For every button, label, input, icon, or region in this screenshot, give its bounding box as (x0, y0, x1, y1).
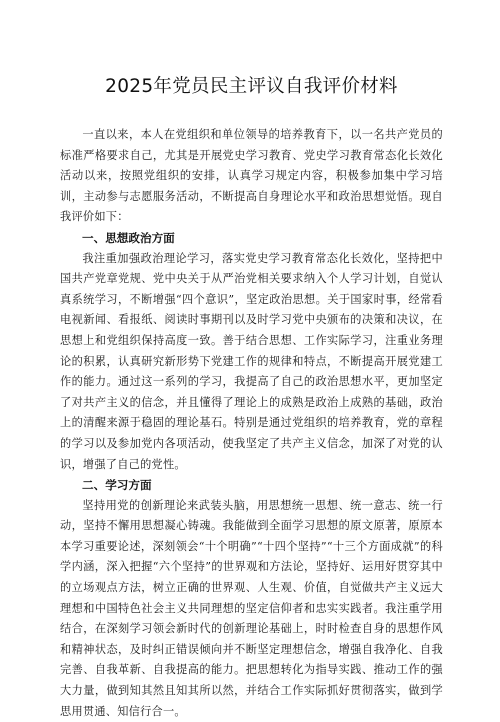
section-body-ideology: 我注重加强政治理论学习，落实党史学习教育常态化长效化，坚持把中国共产党章党规、党中央关于从严治党相关要求纳入个人学习计划，自觉认真系统学习，不断增强“四个意识”，坚定政治思想。关于国家时事，经常看电视新闻、看报纸、阅读时事期刊以及时学习党中央颁布的决策和决议，在思想上和党组织保持高度一致。善于结合思想、工作实际学习，注重业务理论的积累，认真研究新形势下党建工作的规律和特点，不断提高开展党建工作的能力。通过这一系列的学习，我提高了自己的政治思想水平，更加坚定了对共产主义的信念，并且懂得了理论上的成熟是政治上成熟的基础，政治上的清醒来源于稳固的理论基石。特别是通过党组织的培养教育，党的章程的学习以及参加党内各项活动，使我坚定了共产主义信念，加深了对党的认识，增强了自己的党性。 (60, 251, 443, 471)
section-body-study: 坚持用党的创新理论来武装头脑，用思想统一思想、统一意志、统一行动，坚持不懈用思想凝心铸魂。我能做到全面学习思想的原文原著，原原本本学习重要论述，深刻领会“十个明确”“十四个坚持”“十三个方面成就”的科学内涵，深入把握“六个坚持”的世界观和方法论，坚持好、运用好贯穿其中的立场观点方法，树立正确的世界观、人生观、价值，自觉做共产主义远大理想和中国特色社会主义共同理想的坚定信仰者和忠实实践者。我注重学用结合，在深刻学习领会新时代的创新理论基础上，时时检查自身的思想作风和精神状态，及时纠正错误倾向并不断坚定理想信念，增强自我净化、自我完善、自我革新、自我提高的能力。把思想转化为指导实践、推动工作的强大力量，做到知其然且知其所以然，并结合工作实际抓好贯彻落实，做到学思用贯通、知信行合一。 (60, 498, 443, 718)
section-heading-ideology: 一、思想政治方面 (82, 230, 175, 245)
document-title: 2025年党员民主评议自我评价材料 (105, 76, 398, 97)
section-heading-study: 二、学习方面 (82, 478, 152, 493)
intro-paragraph: 一直以来，本人在党组织和单位领导的培养教育下，以一名共产党员的标准严格要求自己，尤其是开展党史学习教育、党史学习教育常态化长效化活动以来，按照党组织的安排，认真学习规定内容，积极参加集中学习培训，主动参与志愿服务活动，不断提高自身理论水平和政治思想觉悟。现自我评价如下： (60, 128, 443, 224)
